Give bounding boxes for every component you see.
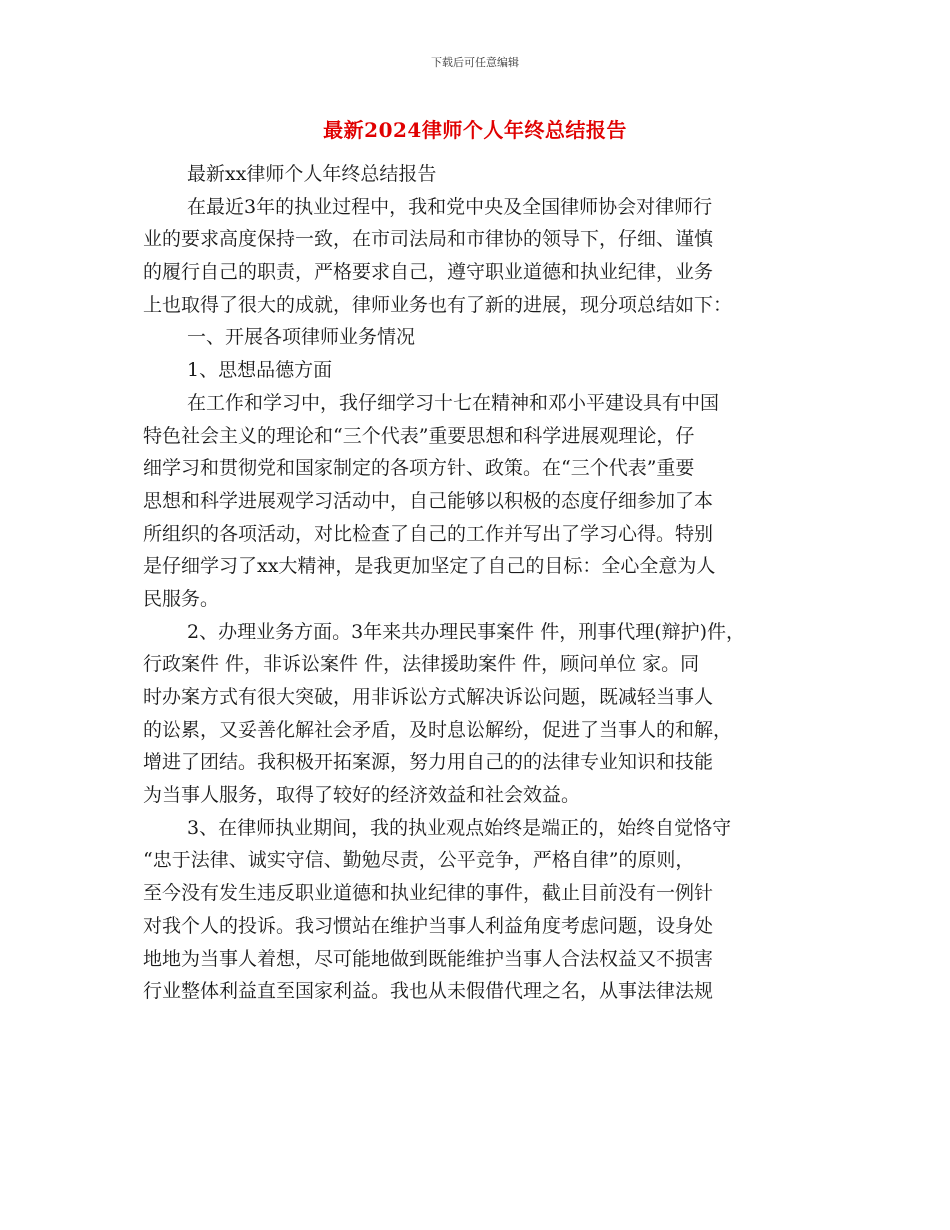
body-line: 2、办理业务方面。3年来共办理民事案件 件，刑事代理(辩护)件， — [187, 620, 746, 643]
body-line: 是仔细学习了xx大精神，是我更加坚定了自己的目标：全心全意为人 — [143, 555, 716, 578]
body-line: 3、在律师执业期间，我的执业观点始终是端正的，始终自觉恪守 — [187, 816, 732, 839]
body-line: 一、开展各项律师业务情况 — [187, 326, 416, 349]
body-line: 所组织的各项活动，对比检查了自己的工作并写出了学习心得。特别 — [143, 522, 714, 545]
body-line: “忠于法律、诚实守信、勤勉尽责，公平竞争，严格自律”的原则， — [143, 849, 695, 872]
body-line: 上也取得了很大的成就，律师业务也有了新的进展，现分项总结如下： — [143, 293, 733, 316]
body-line: 的讼累，又妥善化解社会矛盾，及时息讼解纷，促进了当事人的和解， — [143, 718, 733, 741]
body-line: 民服务。 — [143, 587, 220, 610]
document-title: 最新2024律师个人年终总结报告 — [323, 118, 627, 142]
body-line: 1、思想品德方面 — [187, 359, 333, 382]
body-line: 地地为当事人着想，尽可能地做到既能维护当事人合法权益又不损害 — [143, 947, 714, 970]
header-note: 下载后可任意编辑 — [431, 56, 519, 69]
body-line: 在工作和学习中，我仔细学习十七在精神和邓小平建设具有中国 — [187, 391, 720, 414]
document-body — [143, 158, 803, 1008]
body-line: 最新xx律师个人年终总结报告 — [187, 163, 437, 185]
body-line: 行政案件 件，非诉讼案件 件，法律援助案件 件，顾问单位 家。同 — [143, 653, 700, 676]
body-line: 对我个人的投诉。我习惯站在维护当事人利益角度考虑问题，设身处 — [143, 914, 714, 937]
body-line: 时办案方式有很大突破，用非诉讼方式解决诉讼问题，既减轻当事人 — [143, 686, 714, 708]
body-line: 行业整体利益直至国家利益。我也从未假借代理之名，从事法律法规 — [143, 980, 714, 1003]
body-line: 业的要求高度保持一致，在市司法局和市律协的领导下，仔细、谨慎 — [143, 228, 714, 251]
body-line: 在最近3年的执业过程中，我和党中央及全国律师协会对律师行 — [187, 195, 713, 218]
body-line: 至今没有发生违反职业道德和执业纪律的事件，截止目前没有一例针 — [143, 882, 714, 905]
body-line: 增进了团结。我积极开拓案源，努力用自己的的法律专业知识和技能 — [143, 751, 714, 774]
body-line: 特色社会主义的理论和“三个代表”重要思想和科学进展观理论，仔 — [143, 424, 695, 447]
body-line: 的履行自己的职责，严格要求自己，遵守职业道德和执业纪律，业务 — [143, 261, 714, 284]
body-line: 细学习和贯彻党和国家制定的各项方针、政策。在“三个代表”重要 — [143, 457, 695, 480]
body-line: 思想和科学进展观学习活动中，自己能够以积极的态度仔细参加了本 — [143, 489, 714, 512]
body-line: 为当事人服务，取得了较好的经济效益和社会效益。 — [143, 784, 581, 807]
